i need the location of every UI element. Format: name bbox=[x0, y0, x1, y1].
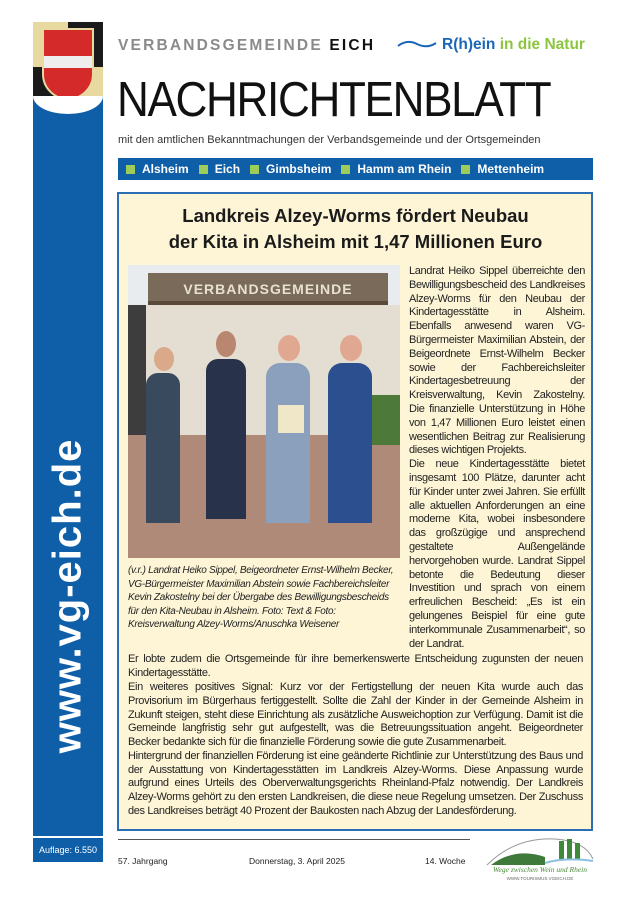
sidebar bbox=[33, 96, 103, 862]
town-eich: Eich bbox=[199, 162, 240, 176]
town-gimbsheim: Gimbsheim bbox=[250, 162, 331, 176]
subtitle: mit den amtlichen Bekanntmachungen der Verbandsgemeinde und der Ortsgemeinden bbox=[118, 134, 541, 146]
article bbox=[117, 192, 593, 831]
town-bar bbox=[118, 158, 593, 180]
footer bbox=[117, 839, 593, 891]
vineyard-logo-icon bbox=[485, 835, 595, 867]
week: 14. Woche bbox=[425, 855, 466, 866]
tourism-logo[interactable] bbox=[485, 835, 595, 885]
photo-caption: (v.r.) Landrat Heiko Sippel, Beigeordneter Ernst-Wilhelm Becker, VG-Bürgermeister Maximilian Abstein sowie Fachbereichsleiter Kevin Zakostelny bei der Übergabe des Bewilligungsbescheids für den Kita-Neubau in Alsheim. Foto: Text & Foto: Kreisverwaltung Alzey-Worms/Anuschka Weisener bbox=[128, 565, 394, 630]
logo-url: WWW.TOURISMUS.VGEICH.DE bbox=[506, 875, 574, 881]
issue-date: Donnerstag, 3. April 2025 bbox=[249, 855, 345, 866]
logo-text: Wege zwischen Wein und Rhein bbox=[492, 864, 587, 874]
slogan: R(h)ein in die Natur bbox=[442, 36, 585, 53]
building-sign: VERBANDSGEMEINDE bbox=[148, 273, 388, 305]
article-title: Landkreis Alzey-Worms fördert Neubau der Kita in Alsheim mit 1,47 Millionen Euro bbox=[168, 205, 543, 252]
article-photo bbox=[128, 265, 400, 558]
article-column: Landrat Heiko Sippel überreichte den Bewilligungsbescheid des Landkreises Alzey-Worms für den Neubau der Kindertagesstätte in Alsheim. Ebenfalls anwesend waren VG-Bürgermeister Maximilian Abstein, der Beigeordnete Ernst-Wilhelm Becker sowie der Fachbereichsleiter Kindertagesbetreuung der Kreisverwaltung, Kevin Zakostelny. Die finanzielle Unterstützung in Höhe von 1,47 Millionen Euro leistet einen wesentlichen Beitrag zur Realisierung dieses wichtigen Projekts. Die neue Kindertagesstätte bietet insgesamt 100 Plätze, darunter acht für Kinder unter zwei Jahren. Sie erfüllt alle aktuellen Anforderungen an eine moderne Kita, wobei insbesondere das großzügige und ansprechend gestaltete Außengelände hervorgehoben wurde. Landrat Sippel betonte die Bedeutung dieser Investition und sprach von einem erfreulichen Bescheid: „Es ist ein gelungenes Beispiel für eine gute interkommunale Zusammenarbeit“, so der Landrat. bbox=[409, 265, 585, 650]
town-alsheim: Alsheim bbox=[126, 162, 189, 176]
footer-divider bbox=[118, 839, 470, 840]
website-url[interactable]: www.vg-eich.de bbox=[45, 438, 90, 754]
town-hamm: Hamm am Rhein bbox=[341, 162, 451, 176]
volume: 57. Jahrgang bbox=[118, 855, 168, 866]
circulation: Auflage: 6.550 bbox=[33, 836, 103, 862]
town-mettenheim: Mettenheim bbox=[461, 162, 544, 176]
vg-title: VERBANDSGEMEINDE EICH bbox=[118, 37, 376, 54]
wave-icon bbox=[397, 38, 437, 50]
masthead: NACHRICHTENBLATT bbox=[117, 73, 551, 127]
article-body: Er lobte zudem die Ortsgemeinde für ihre bemerkenswerte Entscheidung zugunsten der neuen Kindertagesstätte. Ein weiteres positives Signal: Kurz vor der Fertigstellung der neuen Kita wurde auch das Provisorium im Bürgerhaus fertiggestellt. Sollte die Zahl der Kinder in der Gemeinde Alsheim in Zukunft steigen, steht diese Einrichtung als zusätzliche Ausweichoption zur Verfügung. Damit ist die Gemeinde langfristig sehr gut aufgestellt, was die Betreuungssituation angeht. Beigeordneter Becker bedankte sich für die finanzielle Förderung sowie die gute Zusammenarbeit. Hintergrund der finanziellen Förderung ist eine geänderte Richtlinie zur Unterstützung des Baus und der Ausstattung von Kindertagesstätten im Landkreis Alzey-Worms. Diese Anpassung wurde aufgrund eines Urteils des Oberverwaltungsgerichts Rheinland-Pfalz notwendig. Der Landkreis Alzey-Worms gehört zu den ersten Landkreisen, die diese neue Regelung umsetzen. Der Zuschuss des Landkreises beträgt 40 Prozent der Baukosten nach Abzug der Landesförderung. bbox=[128, 653, 583, 818]
